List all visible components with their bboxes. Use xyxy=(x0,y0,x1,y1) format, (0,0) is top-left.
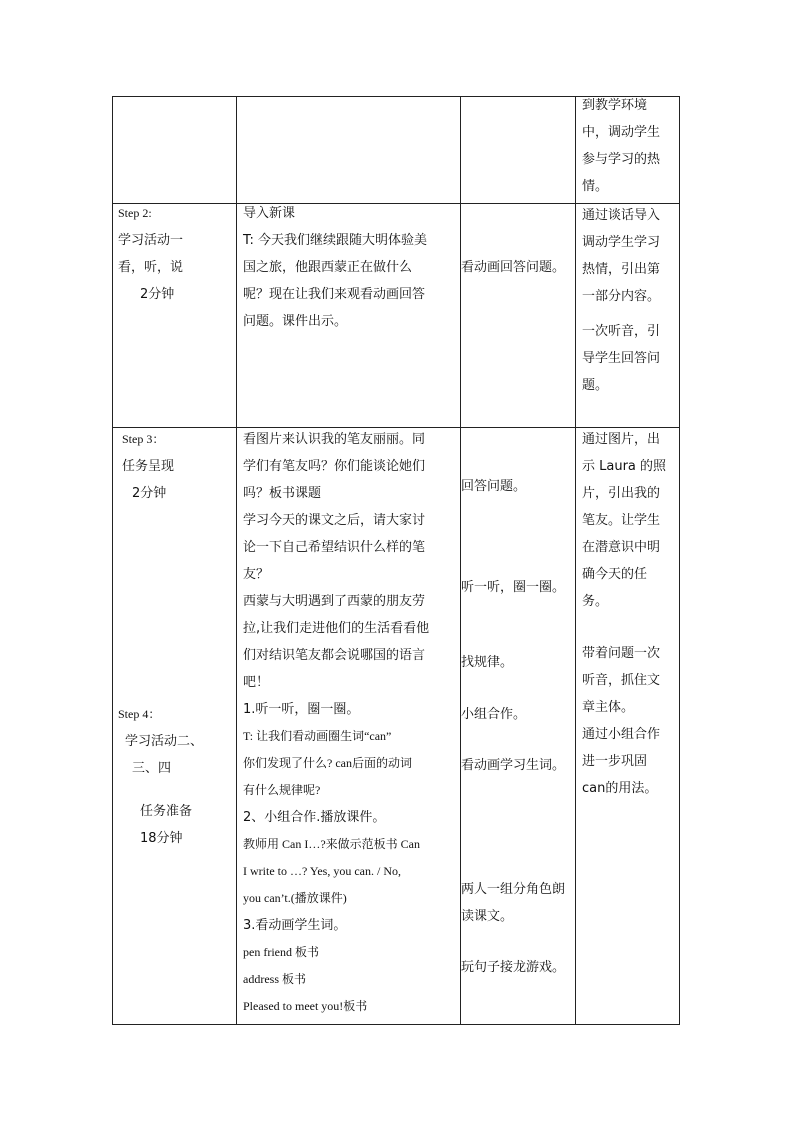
teacher-line: T: 让我们看动画圈生词“can” xyxy=(243,729,392,743)
teacher-line: you can’t.(播放课件) xyxy=(243,891,347,905)
step-duration: 18分钟 xyxy=(140,831,183,846)
purpose-line: 通过谈话导入 xyxy=(582,208,661,223)
student-item: 读课文。 xyxy=(461,909,514,924)
purpose-line: 参与学习的热 xyxy=(582,152,661,167)
column-divider xyxy=(236,96,237,1025)
purpose-line: 通过图片，出 xyxy=(582,432,661,447)
purpose-line: can的用法。 xyxy=(582,781,658,796)
row1-purpose-cell xyxy=(582,92,678,200)
row2-step-cell xyxy=(118,200,234,308)
teacher-line: 拉,让我们走进他们的生活看看他 xyxy=(243,621,430,636)
row2-purpose-cell xyxy=(582,202,678,399)
teacher-line: 西蒙与大明遇到了西蒙的朋友劳 xyxy=(243,594,426,609)
row2-teacher-cell xyxy=(243,200,457,335)
purpose-line: 笔友。让学生 xyxy=(582,513,661,528)
teacher-line: address 板书 xyxy=(243,972,306,986)
teacher-line: 呢？现在让我们来观看动画回答 xyxy=(243,287,426,302)
teacher-line: 看图片来认识我的笔友丽丽。同 xyxy=(243,432,426,447)
teacher-line: 导入新课 xyxy=(243,206,296,221)
teacher-line: 你们发现了什么? can后面的动词 xyxy=(243,756,412,770)
teacher-line: 教师用 Can I…?来做示范板书 Can xyxy=(243,837,420,851)
student-item: 两人一组分角色朗 xyxy=(461,882,566,897)
student-line: 看动画回答问题。 xyxy=(461,260,566,275)
purpose-line: 调动学生学习 xyxy=(582,235,661,250)
step-activity: 任务呈现 xyxy=(122,459,175,474)
step-activity: 三、四 xyxy=(132,761,172,776)
column-divider xyxy=(575,96,576,1025)
table-border-bottom xyxy=(112,1024,680,1025)
purpose-line: 带着问题一次 xyxy=(582,646,661,661)
purpose-line: 务。 xyxy=(582,594,609,609)
purpose-line: 听音，抓住文 xyxy=(582,673,661,688)
purpose-line: 通过小组合作 xyxy=(582,727,661,742)
row3-teacher-cell xyxy=(243,426,457,1020)
purpose-line: 示 Laura 的照 xyxy=(582,459,667,474)
row3-purpose-cell xyxy=(582,426,678,802)
step-duration: 2分钟 xyxy=(140,287,175,302)
teacher-line: T: 今天我们继续跟随大明体验美 xyxy=(243,233,428,248)
teacher-line: 学们有笔友吗？你们能谈论她们 xyxy=(243,459,426,474)
purpose-line: 片，引出我的 xyxy=(582,486,661,501)
spacer xyxy=(118,782,234,798)
teacher-line: 论一下自己希望结识什么样的笔 xyxy=(243,540,426,555)
student-item: 小组合作。 xyxy=(461,707,527,722)
teacher-line: 1.听一听，圈一圈。 xyxy=(243,702,360,717)
purpose-line: 热情，引出第 xyxy=(582,262,661,277)
student-item: 回答问题。 xyxy=(461,479,527,494)
step-activity: 看，听，说 xyxy=(118,260,184,275)
teacher-line: 友？ xyxy=(243,567,270,582)
purpose-line: 在潜意识中明 xyxy=(582,540,661,555)
teacher-line: pen friend 板书 xyxy=(243,945,319,959)
step-label: Step 4： xyxy=(118,707,161,721)
spacer xyxy=(582,310,678,318)
teacher-line: 吗？板书课题 xyxy=(243,486,322,501)
purpose-line: 到教学环境 xyxy=(582,98,648,113)
step-activity: 学习活动二、 xyxy=(125,734,204,749)
purpose-line: 一次听音，引 xyxy=(582,324,661,339)
teacher-line: 3.看动画学生词。 xyxy=(243,918,347,933)
purpose-line: 中，调动学生 xyxy=(582,125,661,140)
row3-step4-cell xyxy=(118,701,234,852)
purpose-line: 导学生回答问 xyxy=(582,351,661,366)
purpose-line: 一部分内容。 xyxy=(582,289,661,304)
purpose-line: 题。 xyxy=(582,378,609,393)
teacher-line: 学习今天的课文之后，请大家讨 xyxy=(243,513,426,528)
purpose-line: 情。 xyxy=(582,179,609,194)
row2-student-cell xyxy=(461,254,575,281)
table-border-left xyxy=(112,96,113,1025)
teacher-line: 吧！ xyxy=(243,675,270,690)
teacher-line: I write to …? Yes, you can. / No, xyxy=(243,864,401,878)
student-item: 听一听，圈一圈。 xyxy=(461,580,566,595)
purpose-line: 进一步巩固 xyxy=(582,754,648,769)
purpose-line: 确今天的任 xyxy=(582,567,648,582)
step-duration: 2分钟 xyxy=(132,486,167,501)
teacher-line: 问题。课件出示。 xyxy=(243,314,348,329)
student-item: 找规律。 xyxy=(461,655,514,670)
teacher-line: Pleased to meet you!板书 xyxy=(243,999,368,1013)
purpose-line: 章主体。 xyxy=(582,700,635,715)
teacher-line: 们对结识笔友都会说哪国的语言 xyxy=(243,648,426,663)
step-label: Step 2: xyxy=(118,206,152,220)
spacer xyxy=(582,615,678,640)
step-task: 任务准备 xyxy=(140,804,193,819)
step-label: Step 3： xyxy=(122,432,165,446)
row3-step3-cell xyxy=(122,426,234,507)
teacher-line: 2、小组合作.播放课件。 xyxy=(243,810,386,825)
student-item: 看动画学习生词。 xyxy=(461,758,566,773)
student-item: 玩句子接龙游戏。 xyxy=(461,960,566,975)
table-border-right xyxy=(679,96,680,1025)
teacher-line: 国之旅，他跟西蒙正在做什么 xyxy=(243,260,413,275)
teacher-line: 有什么规律呢? xyxy=(243,783,321,797)
step-activity: 学习活动一 xyxy=(118,233,184,248)
lesson-plan-table xyxy=(112,96,680,1025)
